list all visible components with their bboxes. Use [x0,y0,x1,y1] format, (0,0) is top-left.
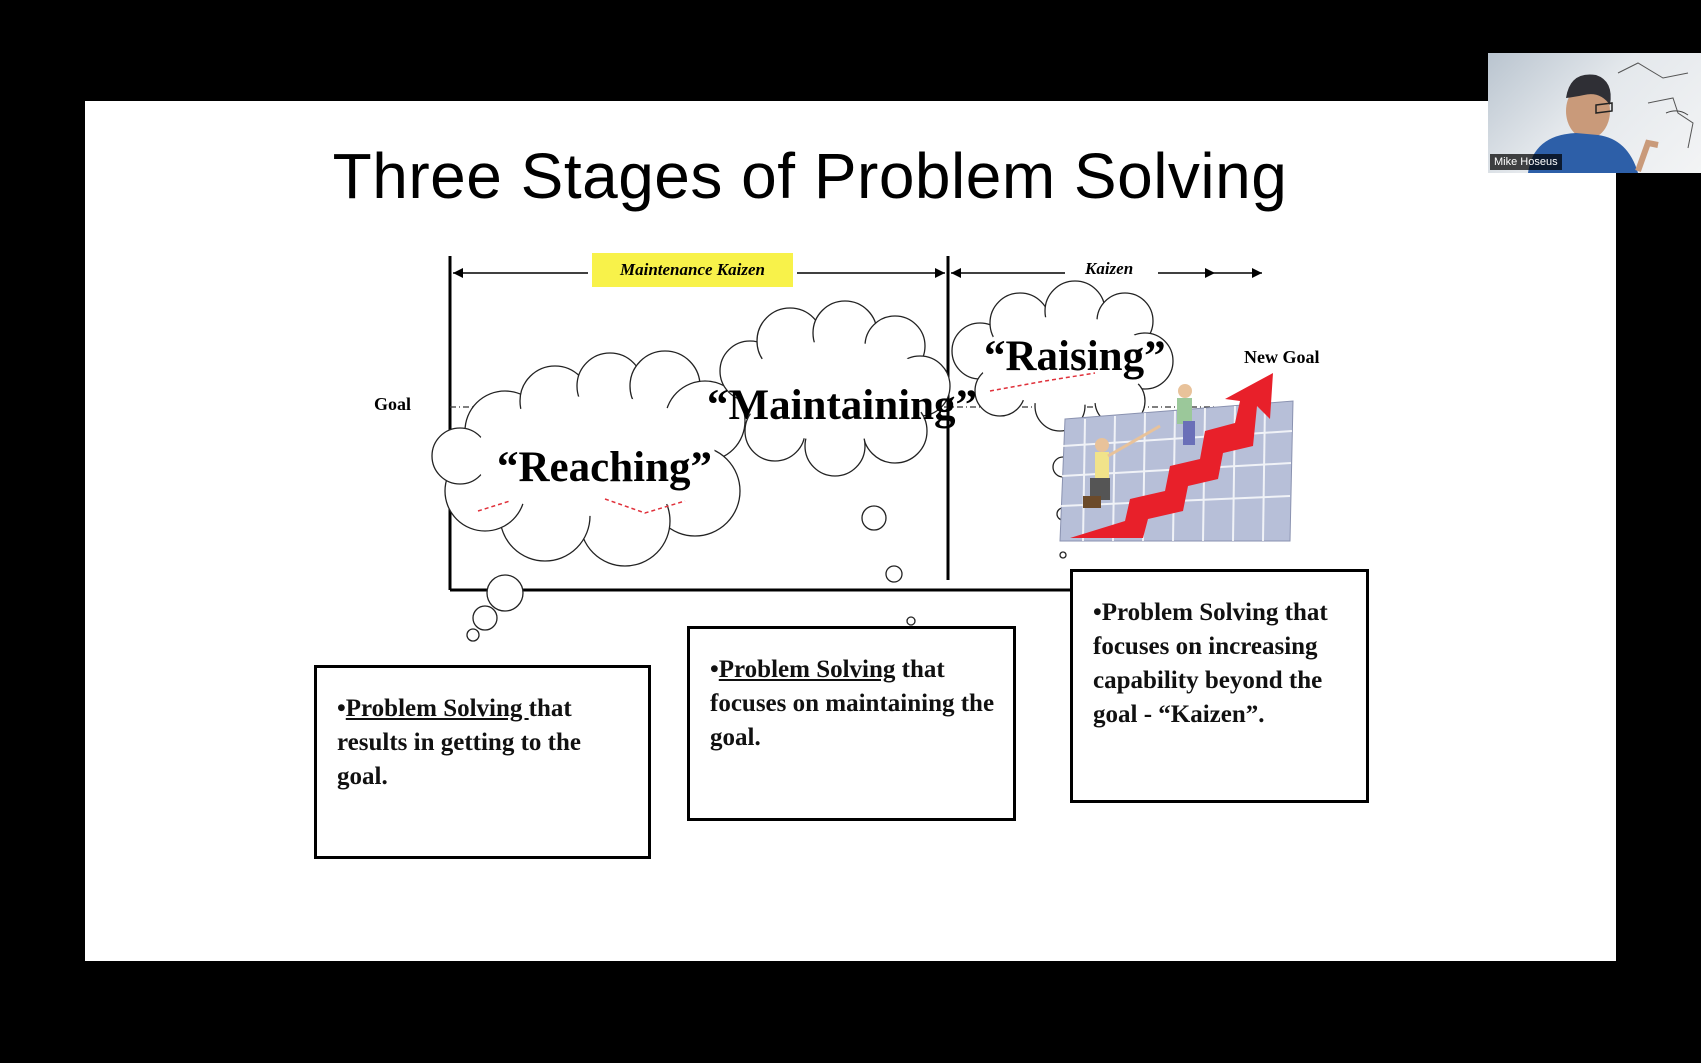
slide-title: Three Stages of Problem Solving [332,140,1288,212]
stage-raising: “Raising” [984,333,1166,380]
underlined-text: Problem Solving [345,695,529,722]
bullet: • [1093,599,1102,626]
slide-content [85,101,1616,961]
maintaining-cloud [720,301,950,625]
participant-name-tag: Mike Hoseus [1490,154,1562,170]
stage-maintaining: “Maintaining” [707,382,977,429]
reaching-cloud [432,351,745,641]
description-text: Problem Solving that focuses on increasing capability beyond the goal - “Kaizen”. [1093,599,1328,728]
maintenance-kaizen-label: Maintenance Kaizen [592,253,793,287]
new-goal-label: New Goal [1244,347,1320,367]
description-text: that results in getting to the goal. [337,695,581,790]
maintaining-description-box [687,626,1016,821]
raising-description-box [1070,569,1369,803]
stage-reaching: “Reaching” [497,444,712,491]
bullet: • [337,695,346,722]
reaching-description-box [314,665,651,859]
goal-label: Goal [374,394,412,414]
underlined-text: Problem Solving [718,656,896,683]
participant-video-tile[interactable] [1488,53,1701,173]
bullet: • [710,656,719,683]
description-text: that focuses on maintaining the goal. [710,656,995,751]
kaizen-label: Kaizen [1085,259,1134,278]
